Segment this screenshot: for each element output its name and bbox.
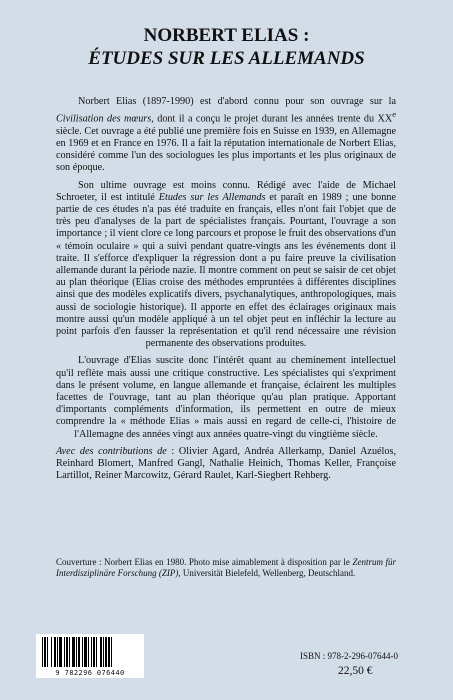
paragraph-1	[56, 96, 396, 175]
barcode-bars	[40, 637, 140, 667]
title-author: NORBERT ELIAS :	[143, 25, 310, 46]
barcode-bar	[84, 637, 87, 667]
cover-credit-a: Couverture : Norbert Elias en 1980. Photo mise aimablement à disposition par le	[56, 557, 353, 567]
barcode-bar	[93, 637, 95, 667]
p1-text-c: siècle. Cet ouvrage a été publié une première fois en Suisse en 1939, en Allemagne en 1969 et en France en 1976. Il a fait la réputation internationale de Norbert Elias, considéré comme l'un des sociologues les plus importants et les plus originaux de son époque.	[56, 125, 396, 174]
barcode-bar	[69, 637, 70, 667]
barcode-bar	[76, 637, 77, 667]
cover-credit	[56, 557, 396, 579]
barcode-bar	[78, 637, 80, 667]
cover-credit-b: , Universität Bielefeld, Wellenberg, Deutschland.	[178, 568, 356, 578]
barcode-bar	[42, 637, 43, 667]
barcode-bar	[91, 637, 92, 667]
p1-superscript: e	[392, 109, 396, 120]
barcode-bar	[96, 637, 97, 667]
barcode-bar	[59, 637, 62, 667]
barcode-bar	[103, 637, 104, 667]
p2-text-a: Son ultime ouvrage est moins connu. Rédigé avec l'aide de Michael Schroeter, il est intitulé	[56, 179, 396, 203]
paragraph-2	[56, 180, 396, 351]
paragraph-3: L'ouvrage d'Elias suscite donc l'intérêt quant au cheminement intellectuel qu'il reflète mais aussi une critique constructive. Les spécialistes qui s'expriment dans le présent volume, en langue allemande et française, éclairent les multiples facettes de l'ouvrage, tant au plan théorique qu'au plan pratique. Apportant d'importants compléments d'information, ils permettent en outre de mieux comprendre la « méthode Elias » mais aussi en regard de celle-ci, l'histoire de l'Allemagne des années vingt aux années quatre-vingt du vingtième siècle.	[56, 355, 396, 440]
barcode-bar	[82, 637, 83, 667]
isbn: ISBN : 978-2-296-07644-0	[300, 651, 398, 661]
barcode-bar	[88, 637, 89, 667]
barcode-bar	[51, 637, 52, 667]
title-work: ÉTUDES SUR LES ALLEMANDS	[88, 48, 365, 69]
contributors-names: : Olivier Agard, Andréa Allerkamp, Daniel Azuélos, Reinhard Blomert, Manfred Gangl, Nathalie Heinich, Thomas Keller, Françoise Lartillot, Reiner Marcowitz, Gérard Raulet, Karl-Siegbert Rehberg.	[56, 445, 396, 482]
barcode-bar	[108, 637, 110, 667]
cover-credit-institute: Zentrum für Interdisziplinäre Forschung (ZIP)	[56, 557, 396, 578]
barcode-bar	[105, 637, 107, 667]
barcode-bar	[64, 637, 65, 667]
book-title	[0, 24, 453, 70]
price: 22,50 €	[338, 665, 373, 677]
p1-text-a: Norbert Elias (1897-1990) est d'abord connu pour son ouvrage sur la	[78, 96, 396, 107]
barcode-bar	[57, 637, 58, 667]
barcode-bar	[66, 637, 68, 667]
p1-book-title: Civilisation des mœurs,	[56, 113, 154, 125]
barcode-bar	[100, 637, 102, 667]
blurb	[56, 96, 396, 487]
barcode-bar	[72, 637, 75, 667]
p2-book-title: Etudes sur les Allemands	[158, 191, 266, 203]
contributors	[56, 446, 396, 483]
barcode-bar	[54, 637, 56, 667]
barcode-bar	[111, 637, 112, 667]
barcode-bar	[44, 637, 46, 667]
p1-text-b: dont il a conçu le projet durant les années trente du XX	[153, 113, 393, 125]
contributors-label: Avec des contributions de	[56, 445, 167, 457]
p2-text-b: et paraît en 1989 ; une bonne partie de ces études n'a pas été traduite en français, elles n'ont fait l'objet que de très peu d'analyses de la part de spécialistes français. Pourtant, l'ouvrage a son importance ; il vient clore ce long parcours et propose le fruit des observations d'un « témoin oculaire » qui a suivi pendant quatre-vingts ans les événements dont il traite. Il s'efforce d'expliquer la régression dont a pu faire preuve la civilisation allemande durant la période nazie. Il montre comment on peut se saisir de cet objet au plan théorique (Elias croise des méthodes empruntées à différentes disciplines ainsi que des modèles explicatifs divers, psychanalytiques, anthropologiques, mais aussi de sociologie historique). Il apporte en effet des éclairages originaux mais montre aussi qu'un modèle appliqué à un tel objet peut en infléchir la lecture au point parfois d'en fausser la représentation et qu'il rend nécessaire une révision permanente des observations produites.	[56, 191, 396, 350]
barcode	[36, 634, 144, 678]
barcode-bar	[47, 637, 48, 667]
barcode-number: 9 782296 076440	[55, 669, 125, 677]
